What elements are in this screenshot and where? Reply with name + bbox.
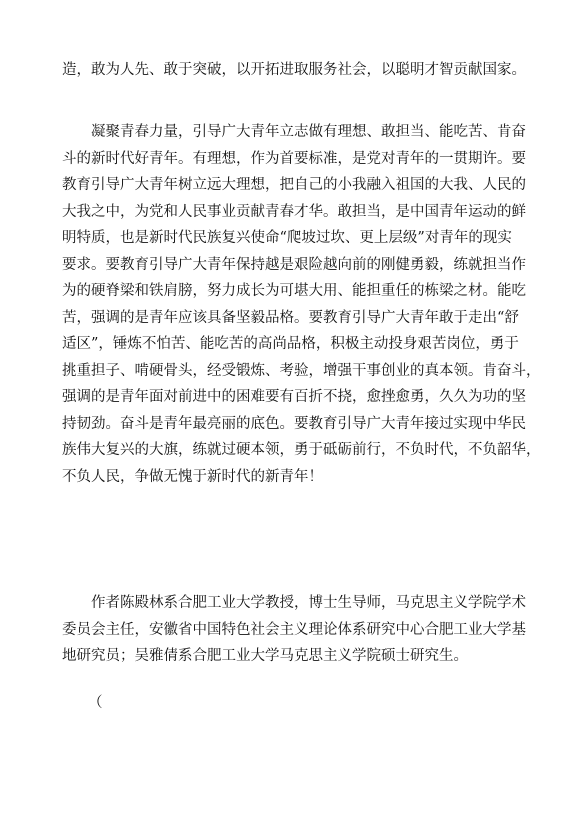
text-line: 明特质，也是新时代民族复兴使命“爬坡过坎、更上层级”对青年的现实 — [62, 230, 512, 246]
text-line: 持韧劲。奋斗是青年最亮丽的底色。要教育引导广大青年接过实现中华民 — [62, 415, 526, 432]
text-line: 大我之中，为党和人民事业贡献青春才华。敢担当，是中国青年运动的鲜 — [62, 203, 526, 220]
text-line: 挑重担子、啃硬骨头，经受锻炼、考验，增强干事创业的真本领。肯奋斗， — [62, 362, 541, 379]
text-line: 地研究员；吴雅倩系合肥工业大学马克思主义学院硕士研究生。 — [62, 648, 468, 664]
text-line: 强调的是青年面对前进中的困难要有百折不挠，愈挫愈勇，久久为功的坚 — [62, 389, 526, 405]
text-line: 凝聚青春力量，引导广大青年立志做有理想、敢担当、能吃苦、肯奋 — [91, 124, 526, 140]
text-line: 不负人民，争做无愧于新时代的新青年！ — [62, 468, 323, 485]
text-line: 作者陈殿林系合肥工业大学教授，博士生导师，马克思主义学院学术 — [91, 595, 526, 611]
text-line: 教育引导广大青年树立远大理想，把自己的小我融入祖国的大我、人民的 — [62, 177, 526, 193]
text-line: 适区”，锤炼不怕苦、能吃苦的高尚品格，积极主动投身艰苦岗位，勇于 — [62, 336, 519, 352]
text-line: 族伟大复兴的大旗，练就过硬本领，勇于砥砺前行，不负时代，不负韶华， — [62, 442, 541, 458]
text-line: 为的硬脊梁和铁肩膀，努力成长为可堪大用、能担重任的栋梁之材。能吃 — [62, 283, 526, 299]
text-line: （ — [88, 695, 103, 711]
text-line: 要求。要教育引导广大青年保持越是艰险越向前的刚健勇毅，练就担当作 — [62, 256, 526, 273]
paragraph-author-info — [62, 590, 524, 670]
paragraph-fragment — [88, 690, 550, 717]
paragraph-continuation — [62, 57, 524, 84]
paragraph-youth-strength — [62, 119, 541, 490]
text-line: 造，敢为人先、敢于突破，以开拓进取服务社会，以聪明才智贡献国家。 — [62, 62, 526, 78]
text-line: 苦，强调的是青年应该具备坚毅品格。要教育引导广大青年敢于走出“舒 — [62, 309, 519, 326]
text-line: 斗的新时代好青年。有理想，作为首要标准，是党对青年的一贯期许。要 — [62, 150, 526, 167]
text-line: 委员会主任，安徽省中国特色社会主义理论体系研究中心合肥工业大学基 — [62, 621, 526, 638]
